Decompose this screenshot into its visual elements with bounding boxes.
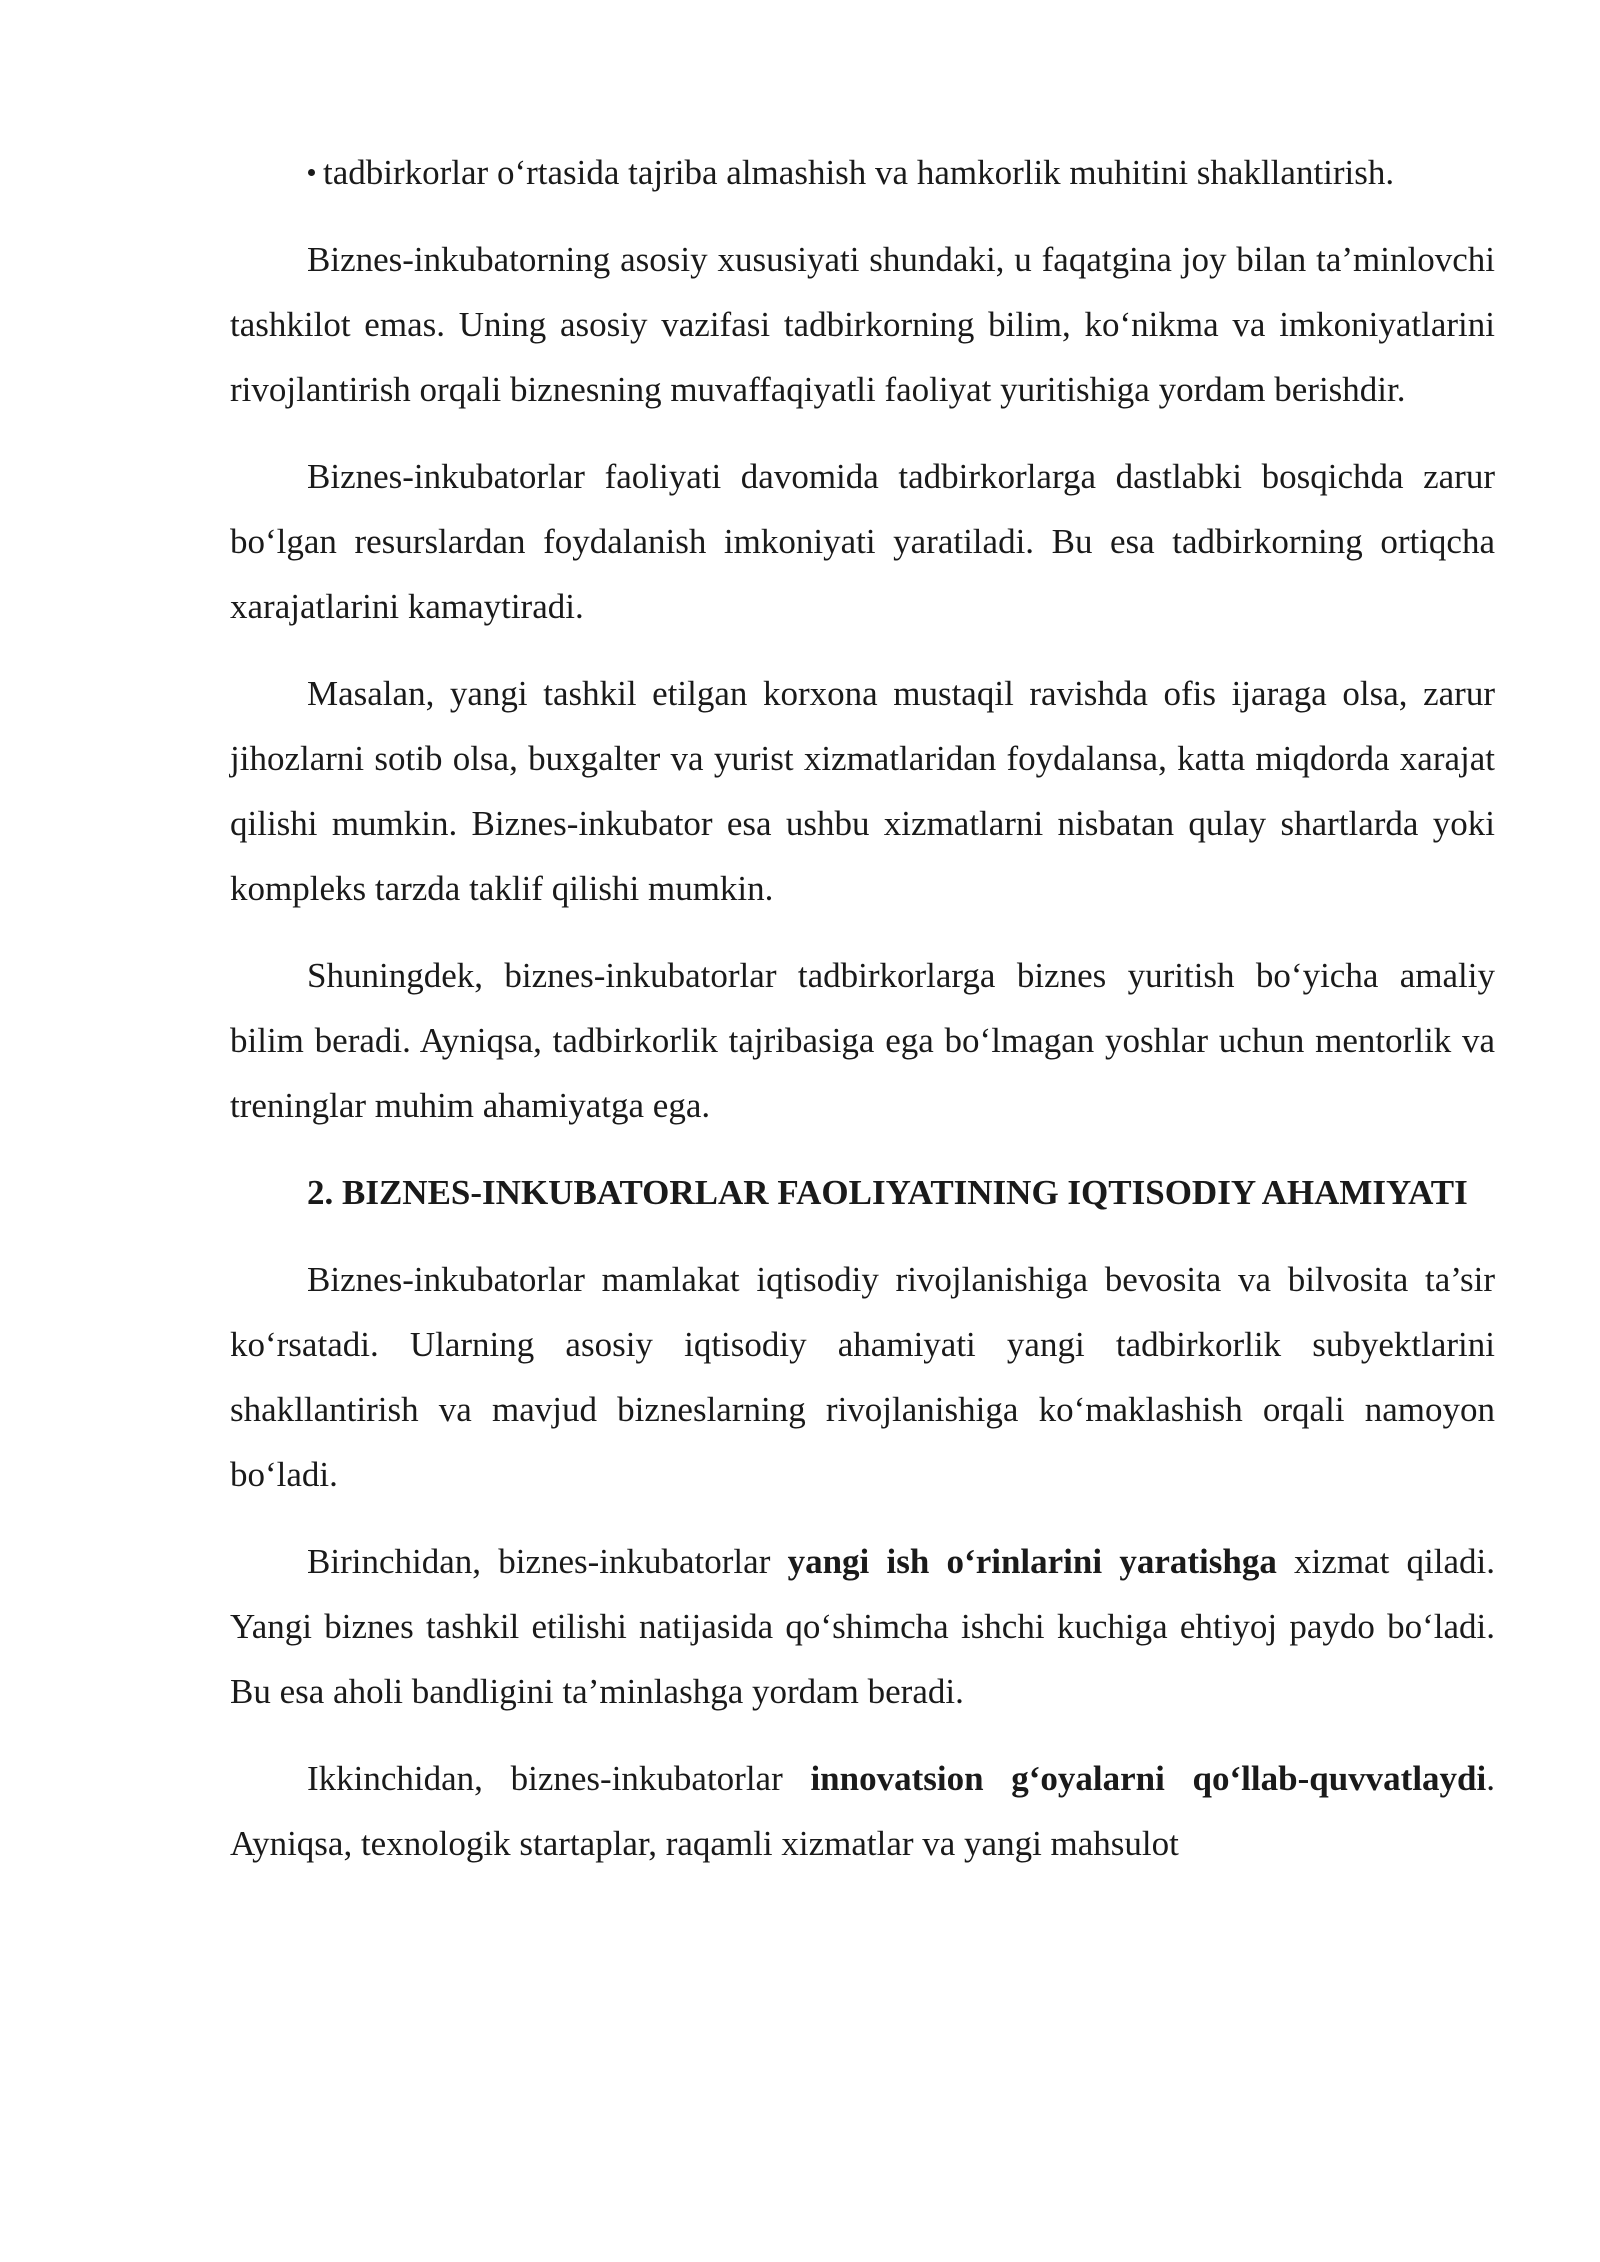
bold-text: innovatsion g‘oyalarni qo‘llab-quvvatlaydi [810,1759,1487,1798]
paragraph-first [230,1529,1495,1724]
paragraph: Biznes-inkubatorlar mamlakat iqtisodiy rivojlanishiga bevosita va bilvosita ta’sir ko‘rsatadi. Ularning asosiy iqtisodiy ahamiyati yangi tadbirkorlik subyektlarini shakllantirish va mavjud bizneslarning rivojlanishiga ko‘maklashish orqali namoyon bo‘ladi. [230,1260,1495,1494]
paragraph: Masalan, yangi tashkil etilgan korxona mustaqil ravishda ofis ijaraga olsa, zarur jihozlarni sotib olsa, buxgalter va yurist xizmatlaridan foydalansa, katta miqdorda xarajat qilishi mumkin. Biznes-inkubator esa ushbu xizmatlarni nisbatan qulay shartlarda yoki kompleks tarzda taklif qilishi mumkin. [230,674,1495,908]
bullet-item [230,140,1495,205]
bullet-text: tadbirkorlar o‘rtasida tajriba almashish va hamkorlik muhitini shakllantirish. [323,153,1395,192]
text-span: xizmat qiladi. Yangi biznes tashkil etilishi natijasida qo‘shimcha ishchi kuchiga ehtiyoj paydo bo‘ladi. Bu esa aholi bandligini ta’minlashga yordam beradi. [230,1542,1495,1711]
paragraph: Biznes-inkubatorning asosiy xususiyati shundaki, u faqatgina joy bilan ta’minlovchi tashkilot emas. Uning asosiy vazifasi tadbirkorning bilim, ko‘nikma va imkoniyatlarini rivojlantirish orqali biznesning muvaffaqiyatli faoliyat yuritishiga yordam berishdir. [230,240,1495,409]
text-span: Birinchidan, biznes-inkubatorlar [307,1542,788,1581]
bullet-dot-icon [308,169,315,176]
text-span: Ikkinchidan, biznes-inkubatorlar [307,1759,811,1798]
document-page [230,140,1495,1898]
paragraph-second [230,1746,1495,1876]
text-span: . Ayniqsa, texnologik startaplar, raqamli xizmatlar va yangi mahsulot [230,1759,1495,1863]
section-heading: 2. BIZNES-INKUBATORLAR FAOLIYATINING IQTISODIY AHAMIYATI [307,1173,1468,1212]
paragraph: Shuningdek, biznes-inkubatorlar tadbirkorlarga biznes yuritish bo‘yicha amaliy bilim beradi. Ayniqsa, tadbirkorlik tajribasiga ega bo‘lmagan yoshlar uchun mentorlik va treninglar muhim ahamiyatga ega. [230,956,1495,1125]
bold-text: yangi ish o‘rinlarini yaratishga [787,1542,1277,1581]
paragraph: Biznes-inkubatorlar faoliyati davomida tadbirkorlarga dastlabki bosqichda zarur bo‘lgan resurslardan foydalanish imkoniyati yaratiladi. Bu esa tadbirkorning ortiqcha xarajatlarini kamaytiradi. [230,457,1495,626]
